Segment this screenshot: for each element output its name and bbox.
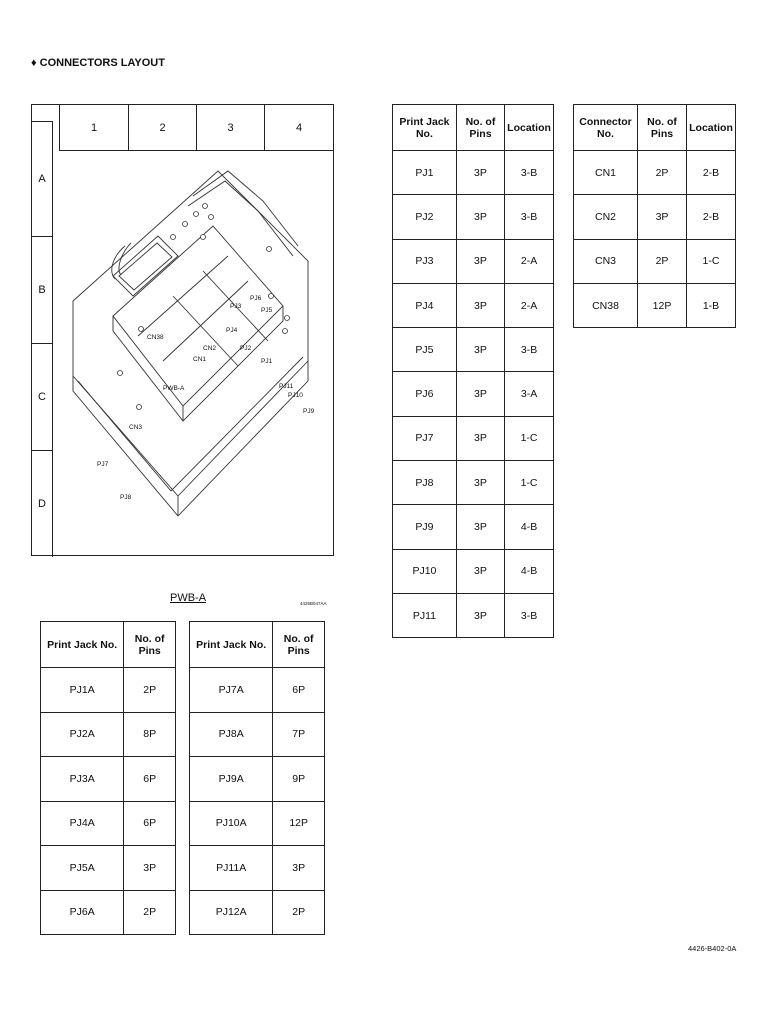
table-cell: 3P: [124, 846, 176, 891]
cn-header-location: Location: [687, 105, 736, 151]
connector-rows: [574, 151, 736, 328]
table-cell: 1-C: [505, 416, 554, 460]
cn3-label: CN3: [129, 424, 143, 431]
grid-column-1: 1: [59, 105, 129, 151]
table-cell: 3P: [456, 593, 504, 637]
pwb-left-rows: [41, 668, 176, 935]
table-cell: 1-C: [687, 239, 736, 283]
table-cell: 2P: [124, 890, 176, 935]
table-cell: 7P: [273, 712, 325, 757]
pj6-label: PJ6: [250, 295, 262, 302]
pwb-a-table-left: [40, 621, 176, 935]
table-cell: 1-C: [505, 461, 554, 505]
table-cell: 3-B: [505, 593, 554, 637]
table-cell: PJ11: [393, 593, 457, 637]
pj11-label: PJ11: [279, 383, 294, 390]
pwb-right-rows: [190, 668, 325, 935]
pwb-a-title: PWB-A: [170, 592, 207, 604]
table-row: [190, 890, 325, 935]
table-row: [393, 239, 554, 283]
pj1-label: PJ1: [261, 358, 273, 365]
table-row: [393, 151, 554, 195]
table-cell: 9P: [273, 757, 325, 802]
table-row: [574, 195, 736, 239]
pj6-connector: [203, 204, 208, 209]
table-cell: 3-A: [505, 372, 554, 416]
table-cell: PJ2A: [41, 712, 124, 757]
table-cell: 3P: [456, 461, 504, 505]
pj4-label: PJ4: [226, 327, 238, 334]
print-jack-rows: [393, 151, 554, 638]
table-cell: 6P: [124, 801, 176, 846]
pj10-label: PJ10: [288, 392, 303, 399]
table-cell: 3P: [456, 416, 504, 460]
table-cell: 3P: [456, 283, 504, 327]
pj1-connector: [267, 247, 272, 252]
grid-row-d: D: [32, 450, 52, 557]
cn38-cable: [112, 246, 125, 279]
grid-column-4: 4: [265, 105, 333, 151]
table-cell: 2P: [638, 239, 687, 283]
table-cell: CN1: [574, 151, 638, 195]
table-cell: 2-B: [687, 151, 736, 195]
table-row: [393, 283, 554, 327]
table-cell: 8P: [124, 712, 176, 757]
table-cell: 12P: [638, 283, 687, 327]
pj-header-pins: No. of Pins: [456, 105, 504, 151]
pj2-label: PJ2: [240, 345, 252, 352]
table-cell: PJ3: [393, 239, 457, 283]
table-cell: PJ9: [393, 505, 457, 549]
table-row: [41, 668, 176, 713]
table-cell: 3P: [273, 846, 325, 891]
table-row: [41, 801, 176, 846]
grid-row-a: A: [32, 121, 52, 236]
pwb-left-header-no: Print Jack No.: [41, 622, 124, 668]
pj-header-no: Print Jack No.: [393, 105, 457, 151]
table-row: [393, 505, 554, 549]
table-cell: PJ9A: [190, 757, 273, 802]
pwb-right-header-no: Print Jack No.: [190, 622, 273, 668]
table-cell: PJ1: [393, 151, 457, 195]
table-cell: 3P: [456, 151, 504, 195]
pj3-connector: [194, 212, 199, 217]
table-cell: 3-B: [505, 195, 554, 239]
pj11-connector: [283, 329, 288, 334]
table-cell: PJ4: [393, 283, 457, 327]
print-jack-table: [392, 104, 554, 638]
page-heading: ♦ CONNECTORS LAYOUT: [31, 57, 165, 69]
table-row: [393, 461, 554, 505]
table-cell: 4-B: [505, 549, 554, 593]
machine-drawing: [53, 151, 333, 606]
pj8-label: PJ8: [120, 494, 132, 501]
pwb-right-header-pins: No. of Pins: [273, 622, 325, 668]
tray-outline: [73, 171, 308, 496]
cn1-label: CN1: [193, 356, 207, 363]
table-cell: 3P: [456, 195, 504, 239]
table-cell: PJ10A: [190, 801, 273, 846]
document-number: 4426-B402-0A: [688, 944, 737, 953]
table-row: [41, 712, 176, 757]
cn-header-pins: No. of Pins: [638, 105, 687, 151]
table-cell: 3-B: [505, 151, 554, 195]
pwb-a-table-right: [189, 621, 325, 935]
table-cell: CN38: [574, 283, 638, 327]
pwb-a-label: PWB-A: [163, 385, 185, 392]
table-cell: 3P: [456, 549, 504, 593]
table-cell: 4-B: [505, 505, 554, 549]
table-row: [574, 283, 736, 327]
table-cell: PJ8: [393, 461, 457, 505]
cn38-label: CN38: [147, 334, 164, 341]
pj9-label: PJ9: [303, 408, 315, 415]
pj3-label: PJ3: [230, 303, 242, 310]
table-cell: CN3: [574, 239, 638, 283]
table-row: [393, 549, 554, 593]
table-cell: PJ2: [393, 195, 457, 239]
grid-row-b: B: [32, 236, 52, 343]
cn-header-no: Connector No.: [574, 105, 638, 151]
table-row: [393, 328, 554, 372]
table-cell: 3P: [456, 372, 504, 416]
table-row: [41, 757, 176, 802]
pj9-connector: [285, 316, 290, 321]
table-cell: 6P: [273, 668, 325, 713]
table-cell: PJ6A: [41, 890, 124, 935]
table-cell: PJ7A: [190, 668, 273, 713]
table-row: [393, 195, 554, 239]
table-cell: PJ4A: [41, 801, 124, 846]
grid-row-c: C: [32, 343, 52, 450]
table-row: [190, 846, 325, 891]
pj5-connector: [209, 215, 214, 220]
table-cell: 3P: [456, 328, 504, 372]
table-row: [41, 846, 176, 891]
table-cell: 6P: [124, 757, 176, 802]
table-cell: PJ1A: [41, 668, 124, 713]
table-cell: 2P: [273, 890, 325, 935]
pj5-label: PJ5: [261, 307, 273, 314]
table-cell: 2P: [638, 151, 687, 195]
connector-table: [573, 104, 736, 328]
table-row: [574, 239, 736, 283]
grid-column-2: 2: [129, 105, 197, 151]
table-cell: 2-A: [505, 283, 554, 327]
table-cell: PJ12A: [190, 890, 273, 935]
table-row: [190, 801, 325, 846]
table-cell: PJ8A: [190, 712, 273, 757]
table-row: [393, 593, 554, 637]
table-cell: PJ3A: [41, 757, 124, 802]
table-cell: PJ6: [393, 372, 457, 416]
table-cell: 3P: [456, 505, 504, 549]
table-cell: 3P: [456, 239, 504, 283]
table-cell: 12P: [273, 801, 325, 846]
table-row: [393, 416, 554, 460]
table-cell: 3-B: [505, 328, 554, 372]
table-cell: 2-A: [505, 239, 554, 283]
pj7-connector: [118, 371, 123, 376]
pj-header-location: Location: [505, 105, 554, 151]
table-row: [41, 890, 176, 935]
pwb-left-header-pins: No. of Pins: [124, 622, 176, 668]
cn2-connector: [171, 235, 176, 240]
table-cell: 2-B: [687, 195, 736, 239]
table-cell: PJ7: [393, 416, 457, 460]
cn2-label: CN2: [203, 345, 217, 352]
table-row: [190, 757, 325, 802]
grid-column-3: 3: [197, 105, 265, 151]
table-cell: 1-B: [687, 283, 736, 327]
table-cell: PJ5A: [41, 846, 124, 891]
table-cell: PJ10: [393, 549, 457, 593]
pj2-connector: [201, 235, 206, 240]
pj4-connector: [183, 222, 188, 227]
pj8-connector: [137, 405, 142, 410]
pj10-connector: [269, 294, 274, 299]
table-cell: PJ5: [393, 328, 457, 372]
table-cell: CN2: [574, 195, 638, 239]
pj7-label: PJ7: [97, 461, 109, 468]
table-cell: 3P: [638, 195, 687, 239]
table-row: [190, 712, 325, 757]
table-row: [190, 668, 325, 713]
table-row: [574, 151, 736, 195]
grid-row-strip: [32, 121, 53, 557]
figure-id: 4426B047AA: [300, 601, 327, 606]
cn3-connector: [139, 327, 144, 332]
table-cell: 2P: [124, 668, 176, 713]
table-row: [393, 372, 554, 416]
connector-layout-grid: [31, 104, 334, 606]
table-cell: PJ11A: [190, 846, 273, 891]
